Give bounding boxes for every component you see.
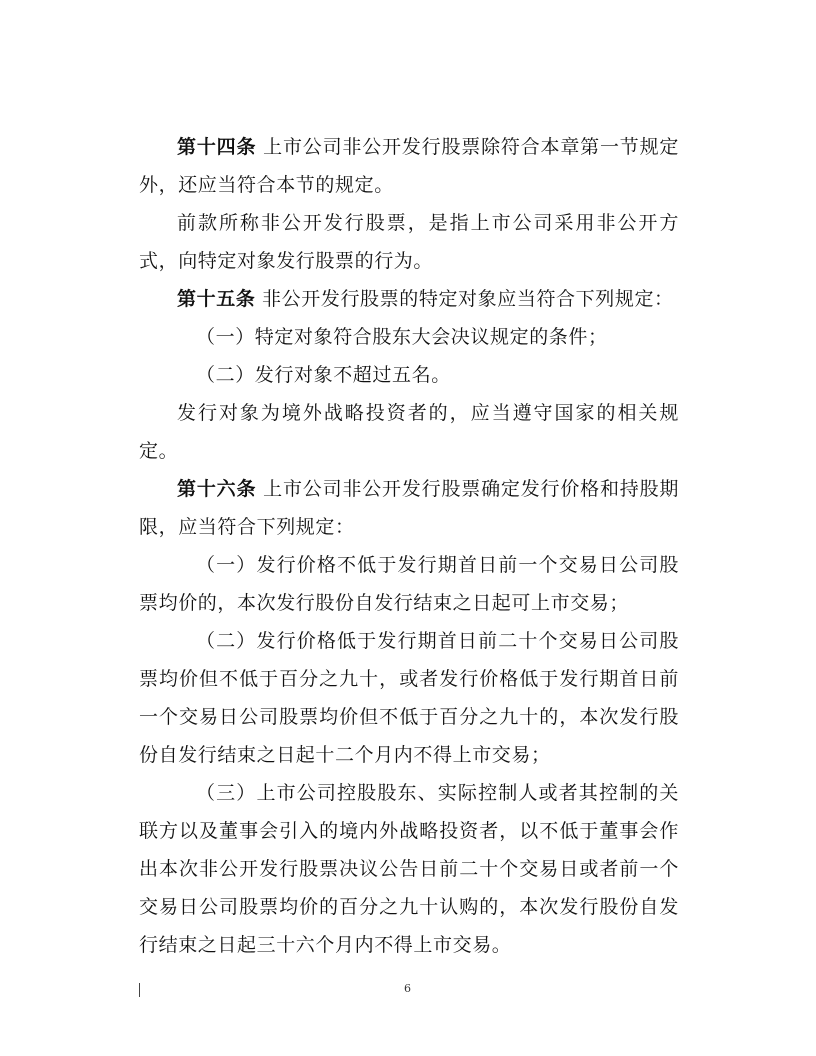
page-number: 6 bbox=[404, 982, 411, 995]
article-15-item-1: （一）特定对象符合股东大会决议规定的条件； bbox=[196, 326, 608, 348]
article-16-paragraph bbox=[139, 470, 679, 546]
document-body bbox=[139, 128, 679, 964]
article-15-text: 非公开发行股票的特定对象应当符合下列规定： bbox=[262, 288, 674, 310]
article-15-paragraph bbox=[139, 280, 679, 318]
article-14-paragraph bbox=[139, 128, 679, 204]
article-16-label: 第十六条 bbox=[177, 478, 257, 500]
article-14-text: 上市公司非公开发行股票除符合本章第一节规定外，还应当符合本节的规定。 bbox=[139, 136, 680, 196]
margin-bar bbox=[139, 983, 140, 997]
article-16-item-2: （二）发行价格低于发行期首日前二十个交易日公司股票均价但不低于百分之九十，或者发行价格低于发行期首日前一个交易日公司股票均价但不低于百分之九十的，本次发行股份自发行结束之日起十二个月内不得上市交易； bbox=[139, 630, 679, 766]
article-16-item-1: （一）发行价格不低于发行期首日前一个交易日公司股票均价的，本次发行股份自发行结束之日起可上市交易； bbox=[139, 554, 679, 614]
article-14-label: 第十四条 bbox=[177, 136, 257, 158]
article-16-text: 上市公司非公开发行股票确定发行价格和持股期限，应当符合下列规定： bbox=[139, 478, 680, 538]
article-14-paragraph-2: 前款所称非公开发行股票，是指上市公司采用非公开方式，向特定对象发行股票的行为。 bbox=[139, 212, 679, 272]
article-15-item-2: （二）发行对象不超过五名。 bbox=[196, 364, 451, 386]
article-15-label: 第十五条 bbox=[177, 288, 256, 310]
article-15-paragraph-2: 发行对象为境外战略投资者的，应当遵守国家的相关规定。 bbox=[139, 402, 679, 462]
article-16-item-3: （三）上市公司控股股东、实际控制人或者其控制的关联方以及董事会引入的境内外战略投资者，以不低于董事会作出本次非公开发行股票决议公告日前二十个交易日或者前一个交易日公司股票均价的百分之九十认购的，本次发行股份自发行结束之日起三十六个月内不得上市交易。 bbox=[139, 782, 679, 956]
